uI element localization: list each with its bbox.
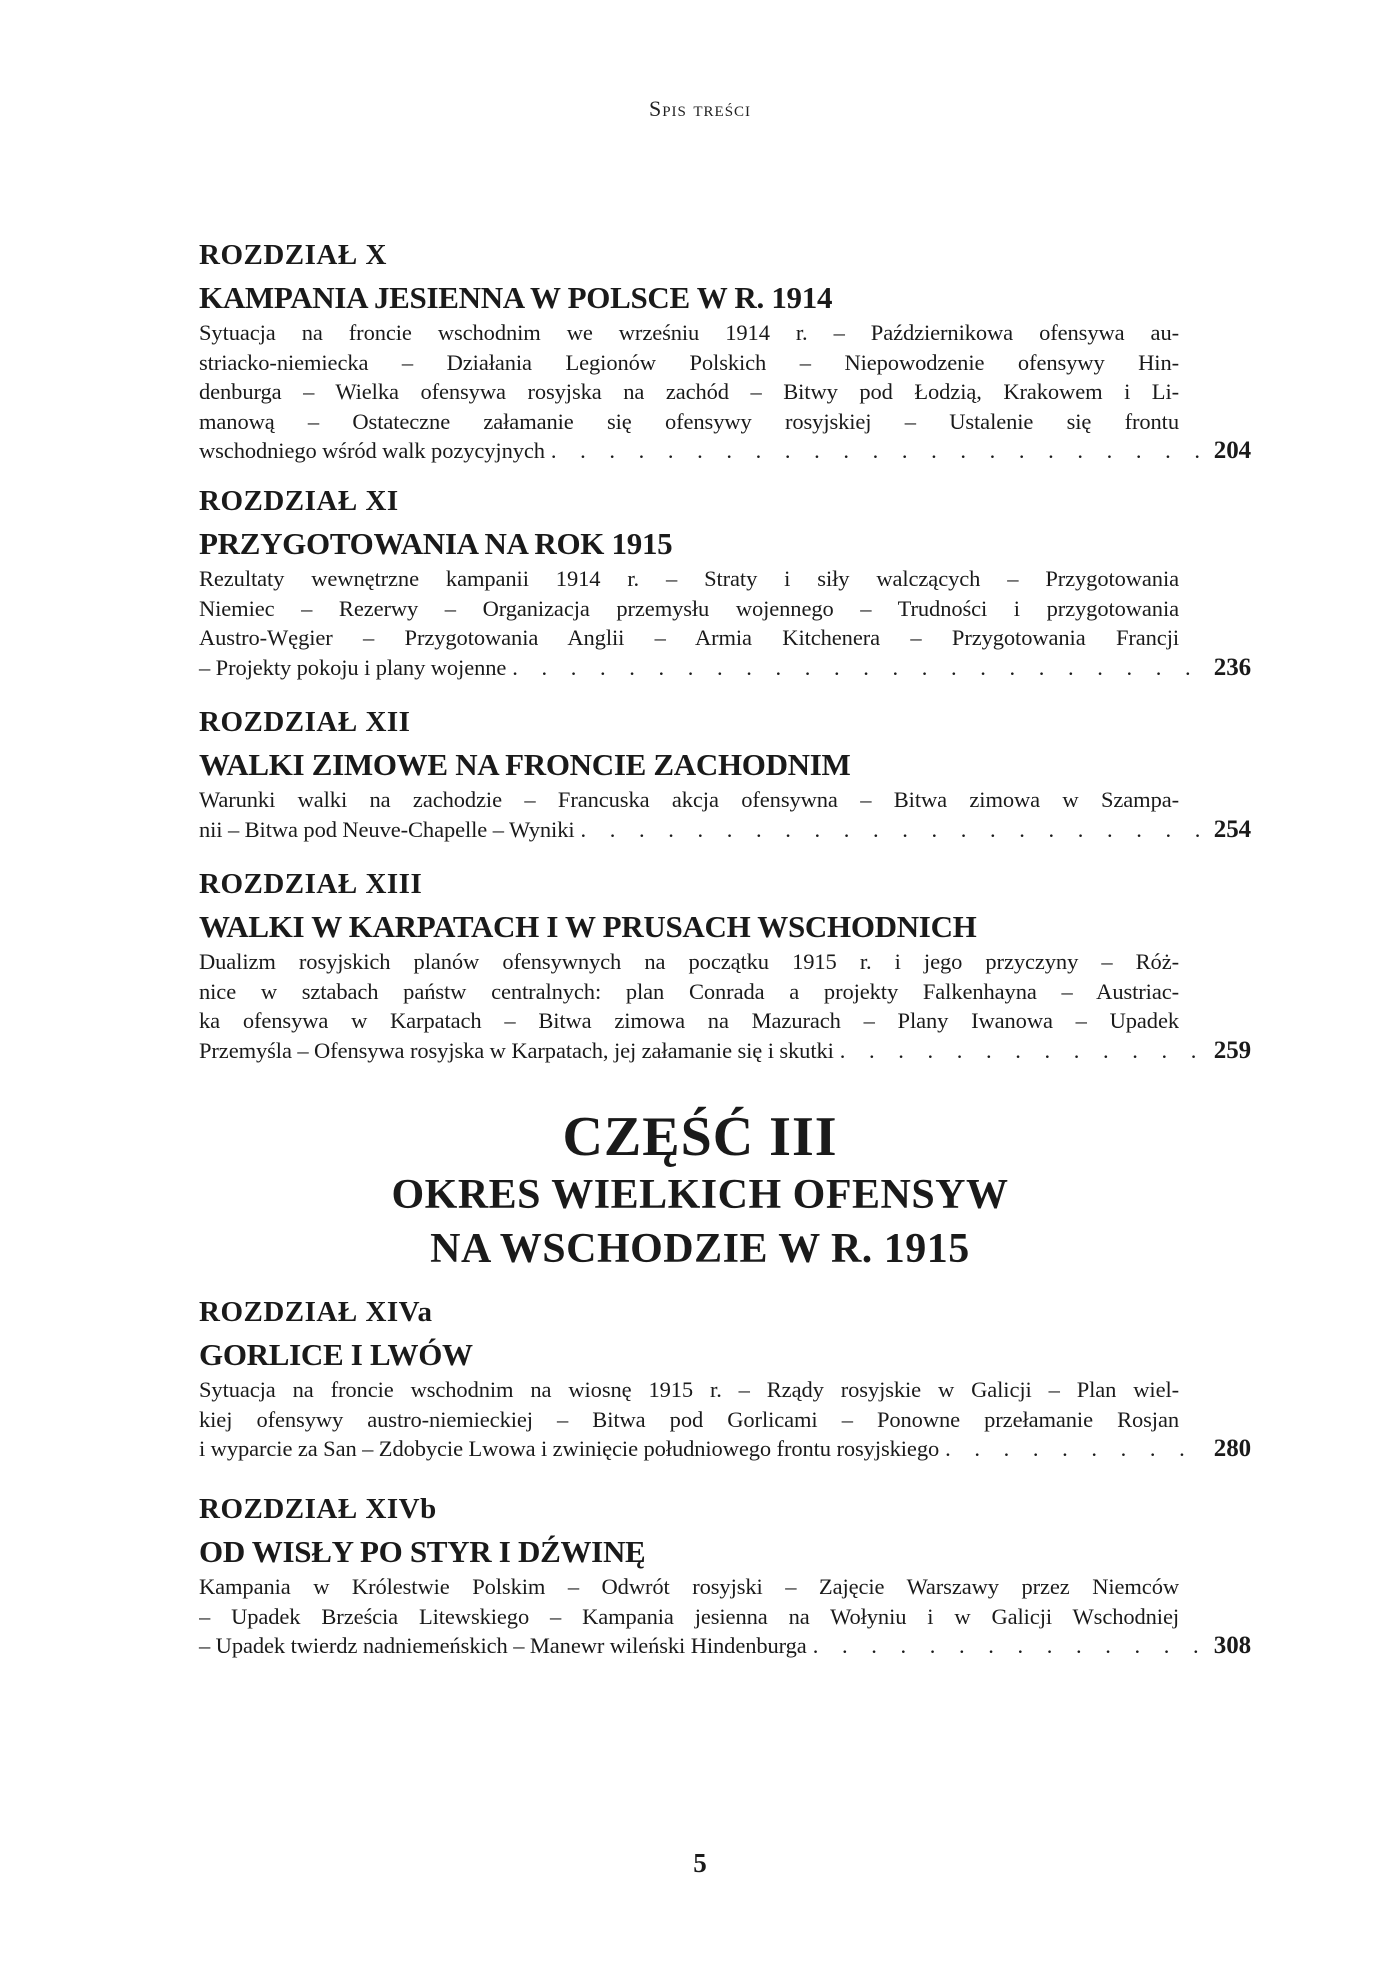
part-heading [0,1106,1400,1276]
description-last-line [199,1036,1251,1066]
description-line: Przemyśla – Ofensywa rosyjska w Karpatach, jej załamanie się i skutki [199,1037,834,1063]
dot-leader [840,1036,1199,1066]
description-line: manową – Ostateczne załamanie się ofensywy rosyjskiej – Ustalenie się frontu [199,408,1179,434]
chapter-title: WALKI W KARPATACH I W PRUSACH WSCHODNICH [199,909,977,944]
toc-entry-chapter-xiva [199,1293,1251,1464]
chapter-label: ROZDZIAŁ XIVa [199,1296,433,1328]
page-number: 259 [1213,1036,1251,1064]
description-line: wschodniego wśród walk pozycyjnych [199,438,545,463]
dot-leader [945,1434,1199,1464]
description-last-line [199,436,1251,466]
chapter-label: ROZDZIAŁ XI [199,485,399,517]
page-number: 204 [1213,437,1251,464]
description-last-line [199,1631,1251,1661]
description-line: denburga – Wielka ofensywa rosyjska na zachód – Bitwy pod Łodzią, Krakowem i Li- [199,379,1179,404]
chapter-title: GORLICE I LWÓW [199,1337,473,1372]
description-line: Sytuacja na froncie wschodnim we wrześniu 1914 r. – Październikowa ofensywa au- [199,320,1179,345]
chapter-description [199,564,1179,653]
toc-entry-chapter-xi [199,482,1251,682]
description-line: Kampania w Królestwie Polskim – Odwrót rosyjski – Zajęcie Warszawy przez Niemców [199,1574,1179,1599]
toc-entry-chapter-xii [199,703,1251,844]
toc-entry-chapter-xivb [199,1490,1251,1661]
description-line: kiej ofensywy austro-niemieckiej – Bitwa pod Gorlicami – Ponowne przełamanie Rosjan [199,1406,1179,1432]
description-line: – Projekty pokoju i plany wojenne [199,654,507,680]
description-line: – Upadek twierdz nadniemeńskich – Manewr wileński Hindenburga [199,1633,807,1658]
description-line: Sytuacja na froncie wschodnim na wiosnę 1915 r. – Rządy rosyjskie w Galicji – Plan wiel- [199,1377,1179,1402]
chapter-title: KAMPANIA JESIENNA W POLSCE W R. 1914 [199,280,833,315]
part-label: CZĘŚĆ III [562,1106,838,1168]
dot-leader [581,815,1199,845]
description-line: Dualizm rosyjskich planów ofensywnych na początku 1915 r. i jego przyczyny – Róż- [199,949,1179,974]
page-number: 254 [1213,815,1251,843]
chapter-description [199,947,1179,1036]
description-line: Rezultaty wewnętrzne kampanii 1914 r. – Straty i siły walczących – Przygotowania [199,566,1179,591]
chapter-title: PRZYGOTOWANIA NA ROK 1915 [199,526,673,561]
toc-entry-chapter-x [199,236,1251,466]
chapter-label: ROZDZIAŁ XIII [199,868,423,900]
description-line: i wyparcie za San – Zdobycie Lwowa i zwinięcie południowego frontu rosyjskiego [199,1436,940,1461]
chapter-label: ROZDZIAŁ X [199,239,387,271]
toc-entry-chapter-xiii [199,865,1251,1065]
chapter-description [199,318,1179,436]
dot-leader [551,436,1199,466]
running-head: Spis treści [648,96,752,121]
dot-leader [512,653,1199,683]
page-number: 308 [1213,1632,1251,1659]
description-line: nice w sztabach państw centralnych: plan Conrada a projekty Falkenhayna – Austriac- [199,978,1179,1004]
part-title-line-2: NA WSCHODZIE W R. 1915 [430,1226,970,1272]
description-line: ka ofensywa w Karpatach – Bitwa zimowa na Mazurach – Plany Iwanowa – Upadek [199,1008,1179,1033]
page-number: 280 [1213,1435,1251,1462]
description-line: striacko-niemiecka – Działania Legionów Polskich – Niepowodzenie ofensywy Hin- [199,349,1179,375]
description-line: – Upadek Brześcia Litewskiego – Kampania jesienna na Wołyniu i w Galicji Wschodniej [199,1603,1179,1629]
chapter-label: ROZDZIAŁ XIVb [199,1493,437,1525]
description-last-line [199,653,1251,683]
dot-leader [813,1631,1199,1661]
chapter-description [199,1375,1179,1434]
chapter-title: OD WISŁY PO STYR I DŹWINĘ [199,1534,646,1569]
description-last-line [199,815,1251,845]
chapter-description [199,785,1179,815]
description-last-line [199,1434,1251,1464]
part-title-line-1: OKRES WIELKICH OFENSYW [391,1172,1009,1218]
description-line: nii – Bitwa pod Neuve-Chapelle – Wyniki [199,816,575,842]
description-line: Warunki walki na zachodzie – Francuska akcja ofensywna – Bitwa zimowa w Szampa- [199,787,1179,812]
description-line: Austro-Węgier – Przygotowania Anglii – Armia Kitchenera – Przygotowania Francji [199,625,1179,650]
chapter-label: ROZDZIAŁ XII [199,706,411,738]
page-folio: 5 [693,1848,707,1878]
description-line: Niemiec – Rezerwy – Organizacja przemysłu wojennego – Trudności i przygotowania [199,595,1179,621]
page-number: 236 [1213,653,1251,681]
chapter-title: WALKI ZIMOWE NA FRONCIE ZACHODNIM [199,747,851,782]
chapter-description [199,1572,1179,1631]
